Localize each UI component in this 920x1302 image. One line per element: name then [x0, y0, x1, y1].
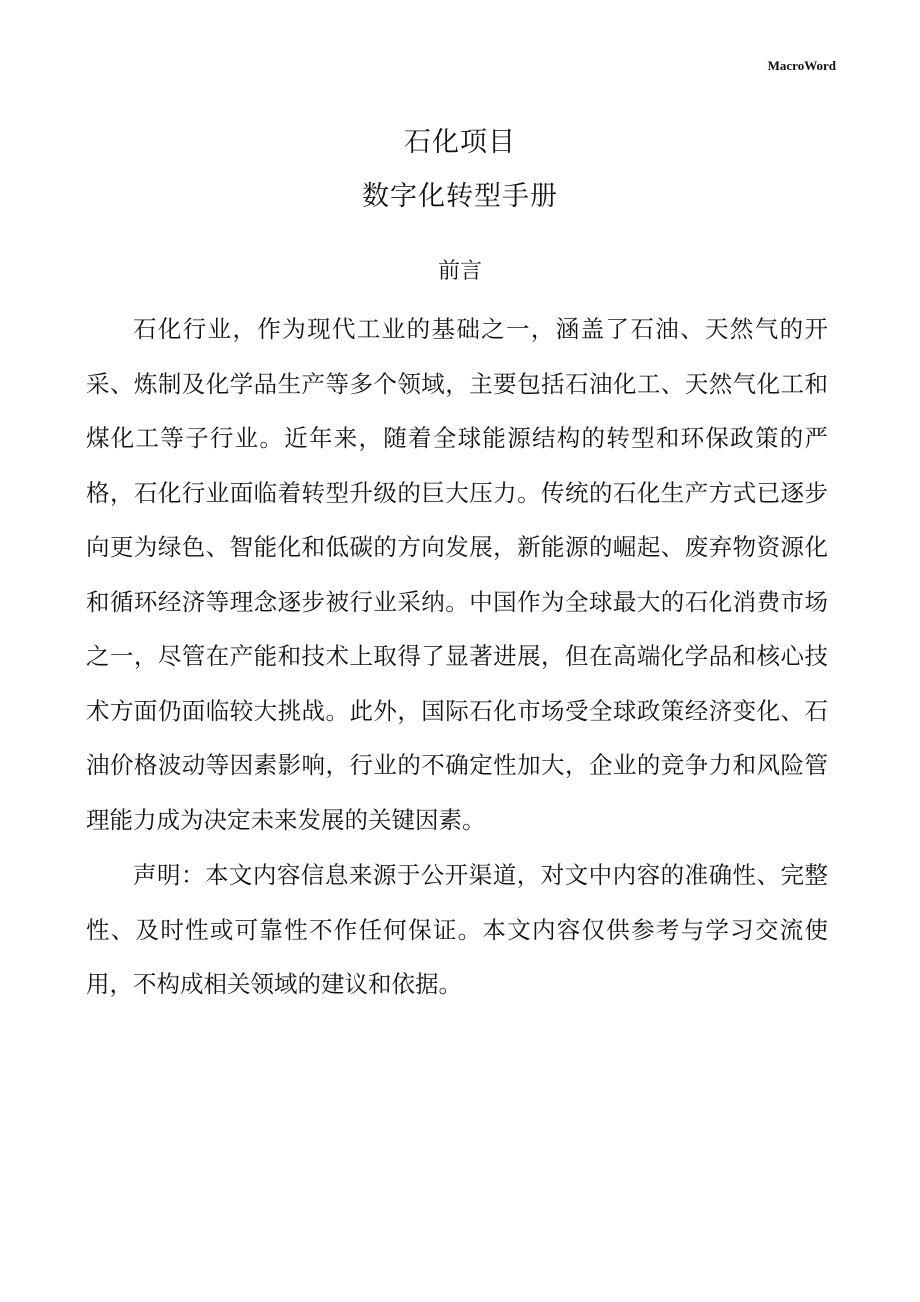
document-subtitle: 数字化转型手册	[362, 181, 558, 212]
header-brand: MacroWord	[767, 58, 836, 73]
preface-paragraph: 石化行业，作为现代工业的基础之一，涵盖了石油、天然气的开采、炼制及化学品生产等多个领域，主要包括石油化工、天然气化工和煤化工等子行业。近年来，随着全球能源结构的转型和环保政策的严格，石化行业面临着转型升级的巨大压力。传统的石化生产方式已逐步向更为绿色、智能化和低碳的方向发展，新能源的崛起、废弃物资源化和循环经济等理念逐步被行业采纳。中国作为全球最大的石化消费市场之一，尽管在产能和技术上取得了显著进展，但在高端化学品和核心技术方面仍面临较大挑战。此外，国际石化市场受全球政策经济变化、石油价格波动等因素影响，行业的不确定性加大，企业的竞争力和风险管理能力成为决定未来发展的关键因素。	[86, 315, 828, 834]
disclaimer-paragraph: 声明：本文内容信息来源于公开渠道，对文中内容的准确性、完整性、及时性或可靠性不作任何保证。本文内容仅供参考与学习交流使用，不构成相关领域的建议和依据。	[86, 861, 828, 998]
section-heading-preface: 前言	[437, 259, 482, 284]
document-title: 石化项目	[404, 127, 516, 158]
